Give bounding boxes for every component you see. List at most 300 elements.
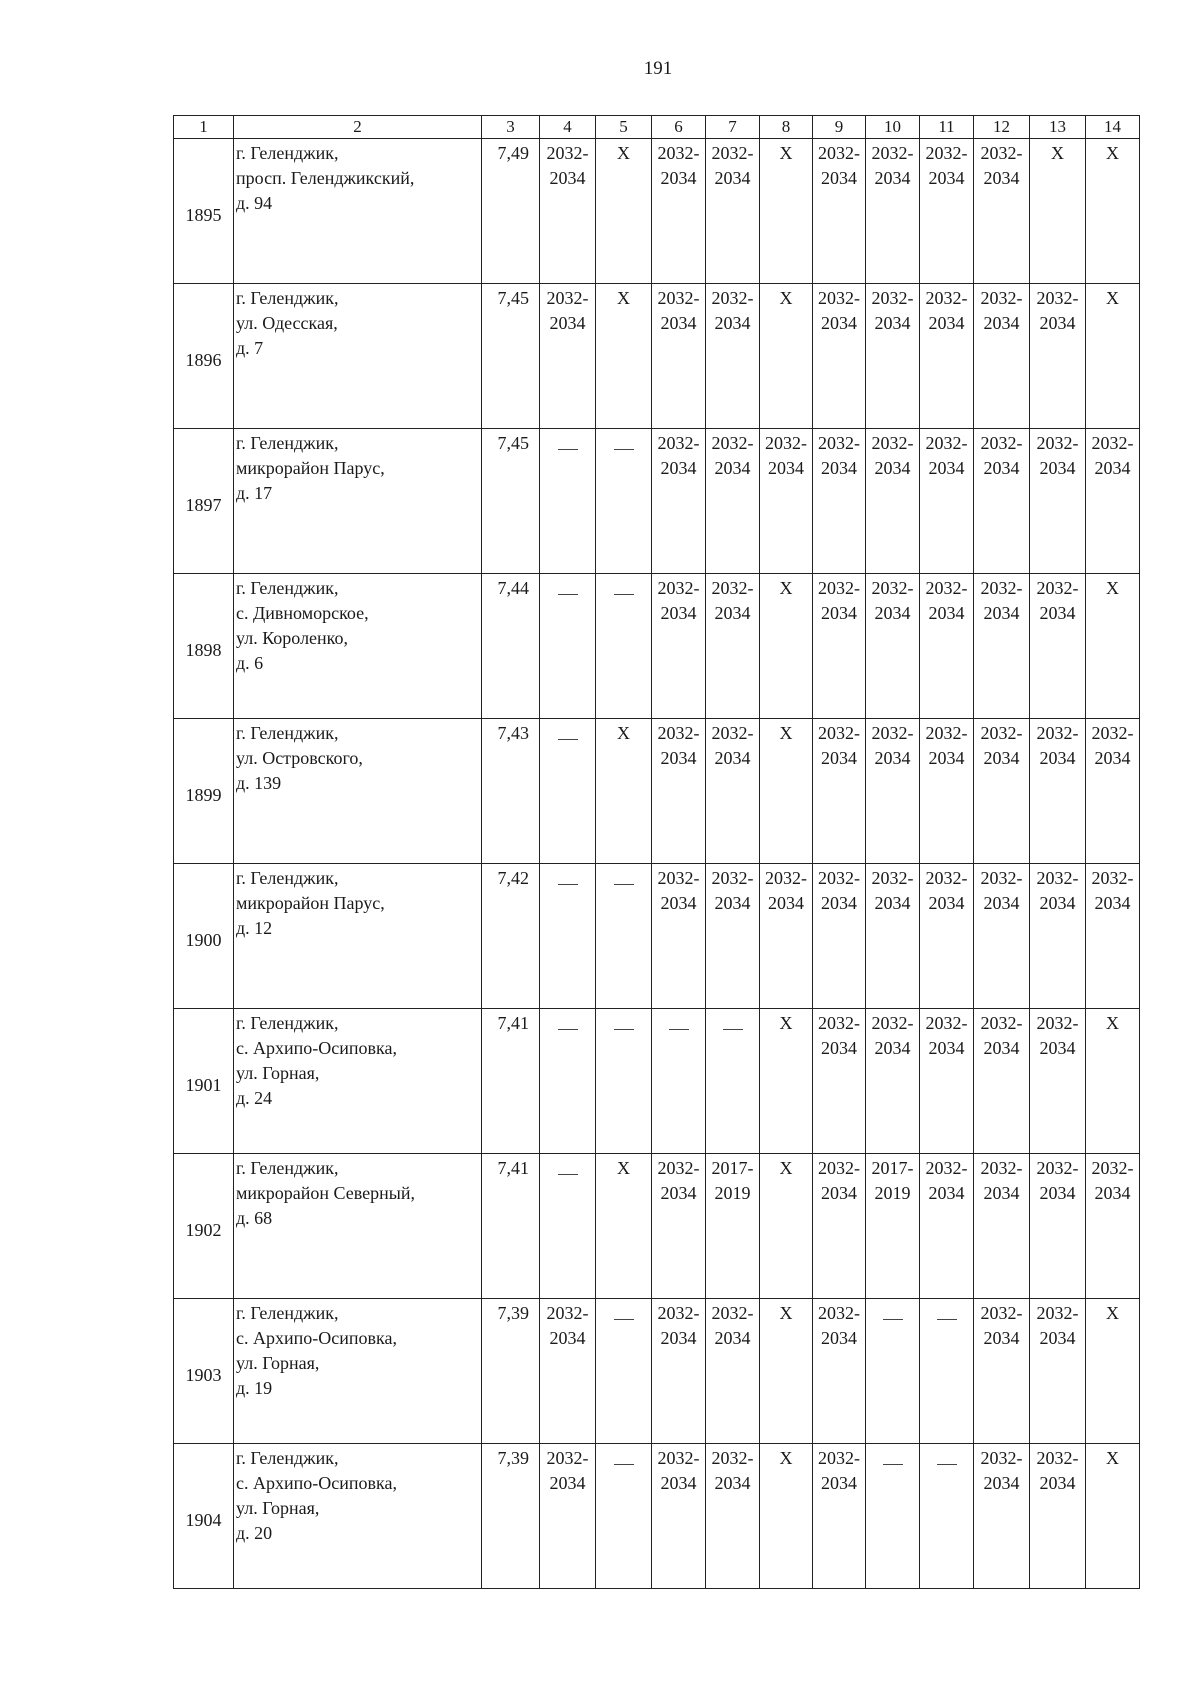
period-cell [540,1299,596,1444]
year-text: 2032- [980,288,1023,308]
year-text: 2032- [980,1158,1023,1178]
year-range [981,1156,1023,1206]
year-text: 2032- [711,288,754,308]
year-text: 2034 [660,168,697,188]
address-line: г. Геленджик, [236,1448,339,1468]
year-range [872,576,914,626]
year-text: 2032- [818,578,860,598]
period-cell [652,139,706,284]
address-cell [234,719,482,864]
year-range [981,1301,1023,1351]
address-line: д. 139 [236,773,282,793]
year-text: 2034 [768,458,804,478]
year-range [818,1156,860,1206]
year-range [658,576,700,626]
year-text: 2032- [980,1303,1023,1323]
year-range [981,141,1023,191]
dash-cell [540,574,596,719]
year-text: 2032- [925,578,968,598]
dash-mark [614,1029,634,1030]
header-cell: 7 [706,116,760,139]
year-text: 2034 [874,893,911,913]
dash-cell [652,1009,706,1154]
dash-mark [883,1319,903,1320]
mark-cell: X [760,1444,813,1589]
year-text: 2032- [1091,1158,1134,1178]
dash-mark [614,1464,634,1465]
year-text: 2032- [818,288,860,308]
year-range [872,431,914,481]
year-text: 2034 [660,1473,697,1493]
period-cell [652,429,706,574]
year-text: 2032- [657,433,700,453]
period-cell [813,1154,866,1299]
period-cell [866,139,920,284]
year-range [818,1301,860,1351]
address-line: с. Дивноморское, [236,603,369,623]
year-text: 2032- [871,1013,914,1033]
period-cell [813,1444,866,1589]
year-text: 2034 [714,1473,751,1493]
dash-cell [706,1009,760,1154]
year-text: 2032- [980,868,1023,888]
header-cell: 10 [866,116,920,139]
dash-mark [558,1029,578,1030]
year-range [1037,721,1079,771]
mark-cell: X [760,139,813,284]
address-line: д. 68 [236,1208,273,1228]
year-text: 2034 [660,1183,697,1203]
year-text: 2019 [874,1183,911,1203]
mark-cell: X [596,1154,652,1299]
table-row [174,1009,1140,1154]
row-number-cell [174,284,234,429]
dash-mark [669,1029,689,1030]
period-cell [974,139,1030,284]
year-range [1037,431,1079,481]
dash-cell [596,1444,652,1589]
year-text: 2034 [549,168,586,188]
period-cell [706,1299,760,1444]
address-line: д. 6 [236,653,264,673]
period-cell [866,1154,920,1299]
period-cell [920,719,974,864]
year-text: 2032- [980,578,1023,598]
header-cell: 2 [234,116,482,139]
year-text: 2032- [711,143,754,163]
year-text: 2032- [818,143,860,163]
year-text: 2032- [818,433,860,453]
year-range [818,866,860,916]
year-range [872,866,914,916]
year-text: 2032- [871,868,914,888]
period-cell [1030,1444,1086,1589]
year-range [818,576,860,626]
period-cell [706,719,760,864]
year-text: 2034 [660,1328,697,1348]
period-cell [1086,719,1140,864]
year-text: 2032- [711,1448,754,1468]
year-text: 2032- [546,143,589,163]
period-cell [540,1444,596,1589]
year-text: 2034 [714,603,751,623]
year-text: 2034 [928,603,965,623]
year-text: 2032- [1091,723,1134,743]
address-line: ул. Горная, [236,1498,320,1518]
mark-cell: X [1086,574,1140,719]
year-range [547,1446,589,1496]
value-cell: 7,41 [482,1154,540,1299]
year-text: 2034 [821,458,857,478]
year-text: 2032- [1036,1303,1079,1323]
mark-cell: X [760,1009,813,1154]
row-number-cell [174,139,234,284]
period-cell [974,1444,1030,1589]
year-range [1037,866,1079,916]
year-text: 2034 [714,893,751,913]
period-cell [540,284,596,429]
mark-cell: X [596,139,652,284]
header-cell: 14 [1086,116,1140,139]
year-text: 2034 [1039,1038,1076,1058]
address-line: микрорайон Парус, [236,893,385,913]
dash-cell [540,1154,596,1299]
period-cell [1030,429,1086,574]
mark-cell: X [1086,1299,1140,1444]
header-cell: 5 [596,116,652,139]
year-text: 2034 [874,168,911,188]
row-number: 1902 [185,1219,222,1240]
period-cell [706,1154,760,1299]
year-text: 2032- [818,1013,860,1033]
year-range [872,286,914,336]
dash-mark [883,1464,903,1465]
dash-cell [920,1299,974,1444]
year-text: 2017- [871,1158,914,1178]
year-range [658,721,700,771]
value-cell: 7,49 [482,139,540,284]
address-line: г. Геленджик, [236,288,339,308]
address-line: ул. Короленко, [236,628,348,648]
year-range [1037,1011,1079,1061]
header-cell: 1 [174,116,234,139]
row-number-cell [174,1009,234,1154]
value-cell: 7,45 [482,429,540,574]
table-row [174,284,1140,429]
year-text: 2032- [1091,433,1134,453]
address-line: просп. Геленджикский, [236,168,415,188]
period-cell [866,284,920,429]
year-text: 2032- [925,723,968,743]
year-text: 2034 [874,458,911,478]
year-text: 2032- [657,723,700,743]
year-range [926,576,968,626]
year-text: 2032- [1036,723,1079,743]
year-text: 2034 [874,1038,911,1058]
year-range [1037,1446,1079,1496]
year-range [981,1011,1023,1061]
header-cell: 3 [482,116,540,139]
period-cell [652,1299,706,1444]
address-cell [234,1009,482,1154]
address-cell [234,574,482,719]
year-text: 2032- [711,1303,754,1323]
dash-mark [723,1029,743,1030]
header-cell: 6 [652,116,706,139]
year-range [818,141,860,191]
mark-cell: X [760,284,813,429]
value-cell: 7,39 [482,1299,540,1444]
year-range [1037,1156,1079,1206]
address-line: г. Геленджик, [236,1303,339,1323]
address-line: ул. Горная, [236,1353,320,1373]
year-range [981,1446,1023,1496]
year-range [872,141,914,191]
row-number: 1898 [185,639,222,660]
year-text: 2032- [546,288,589,308]
data-table [173,115,1140,1589]
year-range [658,1301,700,1351]
year-text: 2032- [818,1448,860,1468]
year-range [712,1156,754,1206]
period-cell [652,864,706,1009]
dash-mark [558,739,578,740]
year-text: 2034 [549,313,586,333]
year-range [981,866,1023,916]
address-line: д. 24 [236,1088,273,1108]
year-range [926,721,968,771]
year-range [926,866,968,916]
row-number: 1904 [185,1509,222,1530]
year-range [926,1156,968,1206]
year-text: 2032- [980,1448,1023,1468]
period-cell [866,719,920,864]
row-number-cell [174,1444,234,1589]
value-cell: 7,45 [482,284,540,429]
year-text: 2032- [765,433,807,453]
year-text: 2032- [925,1158,968,1178]
period-cell [706,864,760,1009]
year-text: 2032- [871,143,914,163]
mark-cell: X [760,719,813,864]
year-text: 2034 [1039,1328,1076,1348]
period-cell [920,429,974,574]
dash-mark [937,1319,957,1320]
year-text: 2032- [1036,1013,1079,1033]
year-text: 2034 [928,893,965,913]
dash-mark [614,449,634,450]
period-cell [866,429,920,574]
year-text: 2032- [980,143,1023,163]
address-line: г. Геленджик, [236,1158,339,1178]
year-text: 2034 [821,603,857,623]
year-range [872,1011,914,1061]
period-cell [1030,1009,1086,1154]
year-text: 2034 [714,168,751,188]
period-cell [706,574,760,719]
period-cell [920,139,974,284]
table-row [174,574,1140,719]
period-cell [652,284,706,429]
year-range [981,721,1023,771]
year-range [1092,866,1134,916]
period-cell [920,574,974,719]
dash-mark [558,884,578,885]
dash-cell [596,574,652,719]
year-text: 2034 [821,168,857,188]
dash-cell [540,864,596,1009]
year-text: 2034 [983,1328,1020,1348]
year-text: 2032- [657,578,700,598]
year-text: 2034 [714,748,751,768]
header-cell: 13 [1030,116,1086,139]
year-range [712,866,754,916]
year-text: 2032- [711,433,754,453]
year-text: 2034 [1039,603,1076,623]
year-text: 2034 [1039,748,1076,768]
mark-cell: X [1030,139,1086,284]
year-text: 2032- [1036,578,1079,598]
mark-cell: X [1086,1444,1140,1589]
table-row [174,1154,1140,1299]
year-text: 2032- [546,1448,589,1468]
header-cell: 9 [813,116,866,139]
period-cell [1030,1299,1086,1444]
year-range [926,286,968,336]
row-number-cell [174,864,234,1009]
year-range [765,866,807,916]
address-line: г. Геленджик, [236,868,339,888]
address-line: д. 20 [236,1523,273,1543]
dash-cell [540,1009,596,1154]
year-range [818,721,860,771]
year-text: 2034 [714,458,751,478]
year-text: 2034 [549,1473,586,1493]
year-range [1092,721,1134,771]
period-cell [652,1444,706,1589]
period-cell [706,284,760,429]
dash-cell [540,429,596,574]
period-cell [866,574,920,719]
year-text: 2032- [818,723,860,743]
year-text: 2034 [1039,313,1076,333]
period-cell [652,574,706,719]
year-text: 2034 [928,1183,965,1203]
year-range [658,286,700,336]
year-text: 2034 [821,1473,857,1493]
year-text: 2034 [714,313,751,333]
address-cell [234,139,482,284]
year-text: 2034 [983,313,1020,333]
table-row [174,864,1140,1009]
address-cell [234,429,482,574]
row-number: 1903 [185,1364,222,1385]
year-text: 2032- [657,1303,700,1323]
year-range [712,576,754,626]
year-text: 2032- [711,578,754,598]
year-text: 2034 [1039,458,1076,478]
year-range [658,1156,700,1206]
year-text: 2034 [874,603,911,623]
row-number: 1901 [185,1074,222,1095]
dash-cell [540,719,596,864]
year-text: 2034 [983,1183,1020,1203]
period-cell [1086,1154,1140,1299]
header-cell: 11 [920,116,974,139]
period-cell [1030,719,1086,864]
year-text: 2032- [871,433,914,453]
year-text: 2017- [711,1158,754,1178]
year-range [712,1446,754,1496]
period-cell [974,1009,1030,1154]
dash-cell [596,1009,652,1154]
year-text: 2034 [1039,1473,1076,1493]
period-cell [1086,429,1140,574]
year-text: 2032- [765,868,807,888]
dash-mark [558,594,578,595]
year-text: 2032- [818,1303,860,1323]
year-text: 2032- [1091,868,1134,888]
dash-mark [614,1319,634,1320]
table-row [174,1299,1140,1444]
row-number: 1900 [185,929,222,950]
period-cell [813,139,866,284]
period-cell [974,1299,1030,1444]
year-text: 2032- [925,1013,968,1033]
address-line: ул. Одесская, [236,313,338,333]
year-text: 2034 [983,603,1020,623]
year-range [981,576,1023,626]
period-cell [1086,864,1140,1009]
mark-cell: X [596,719,652,864]
year-text: 2034 [983,168,1020,188]
value-cell: 7,42 [482,864,540,1009]
year-range [547,286,589,336]
year-text: 2032- [657,143,700,163]
period-cell [974,1154,1030,1299]
row-number-cell [174,1299,234,1444]
dash-cell [866,1444,920,1589]
year-text: 2032- [657,1158,700,1178]
address-line: с. Архипо-Осиповка, [236,1038,397,1058]
year-range [926,141,968,191]
period-cell [866,1009,920,1154]
mark-cell: X [1086,284,1140,429]
year-range [1037,576,1079,626]
year-range [712,1301,754,1351]
period-cell [1030,1154,1086,1299]
period-cell [1030,574,1086,719]
period-cell [1030,284,1086,429]
period-cell [813,719,866,864]
year-text: 2034 [1039,893,1076,913]
year-text: 2032- [711,723,754,743]
year-text: 2032- [1036,1158,1079,1178]
year-text: 2034 [983,458,1020,478]
period-cell [813,284,866,429]
period-cell [920,864,974,1009]
period-cell [760,429,813,574]
address-line: д. 7 [236,338,264,358]
year-range [1037,286,1079,336]
year-text: 2034 [660,748,697,768]
year-text: 2032- [925,868,968,888]
year-range [926,431,968,481]
header-cell: 8 [760,116,813,139]
address-cell [234,1154,482,1299]
year-text: 2034 [983,893,1020,913]
address-line: д. 19 [236,1378,273,1398]
